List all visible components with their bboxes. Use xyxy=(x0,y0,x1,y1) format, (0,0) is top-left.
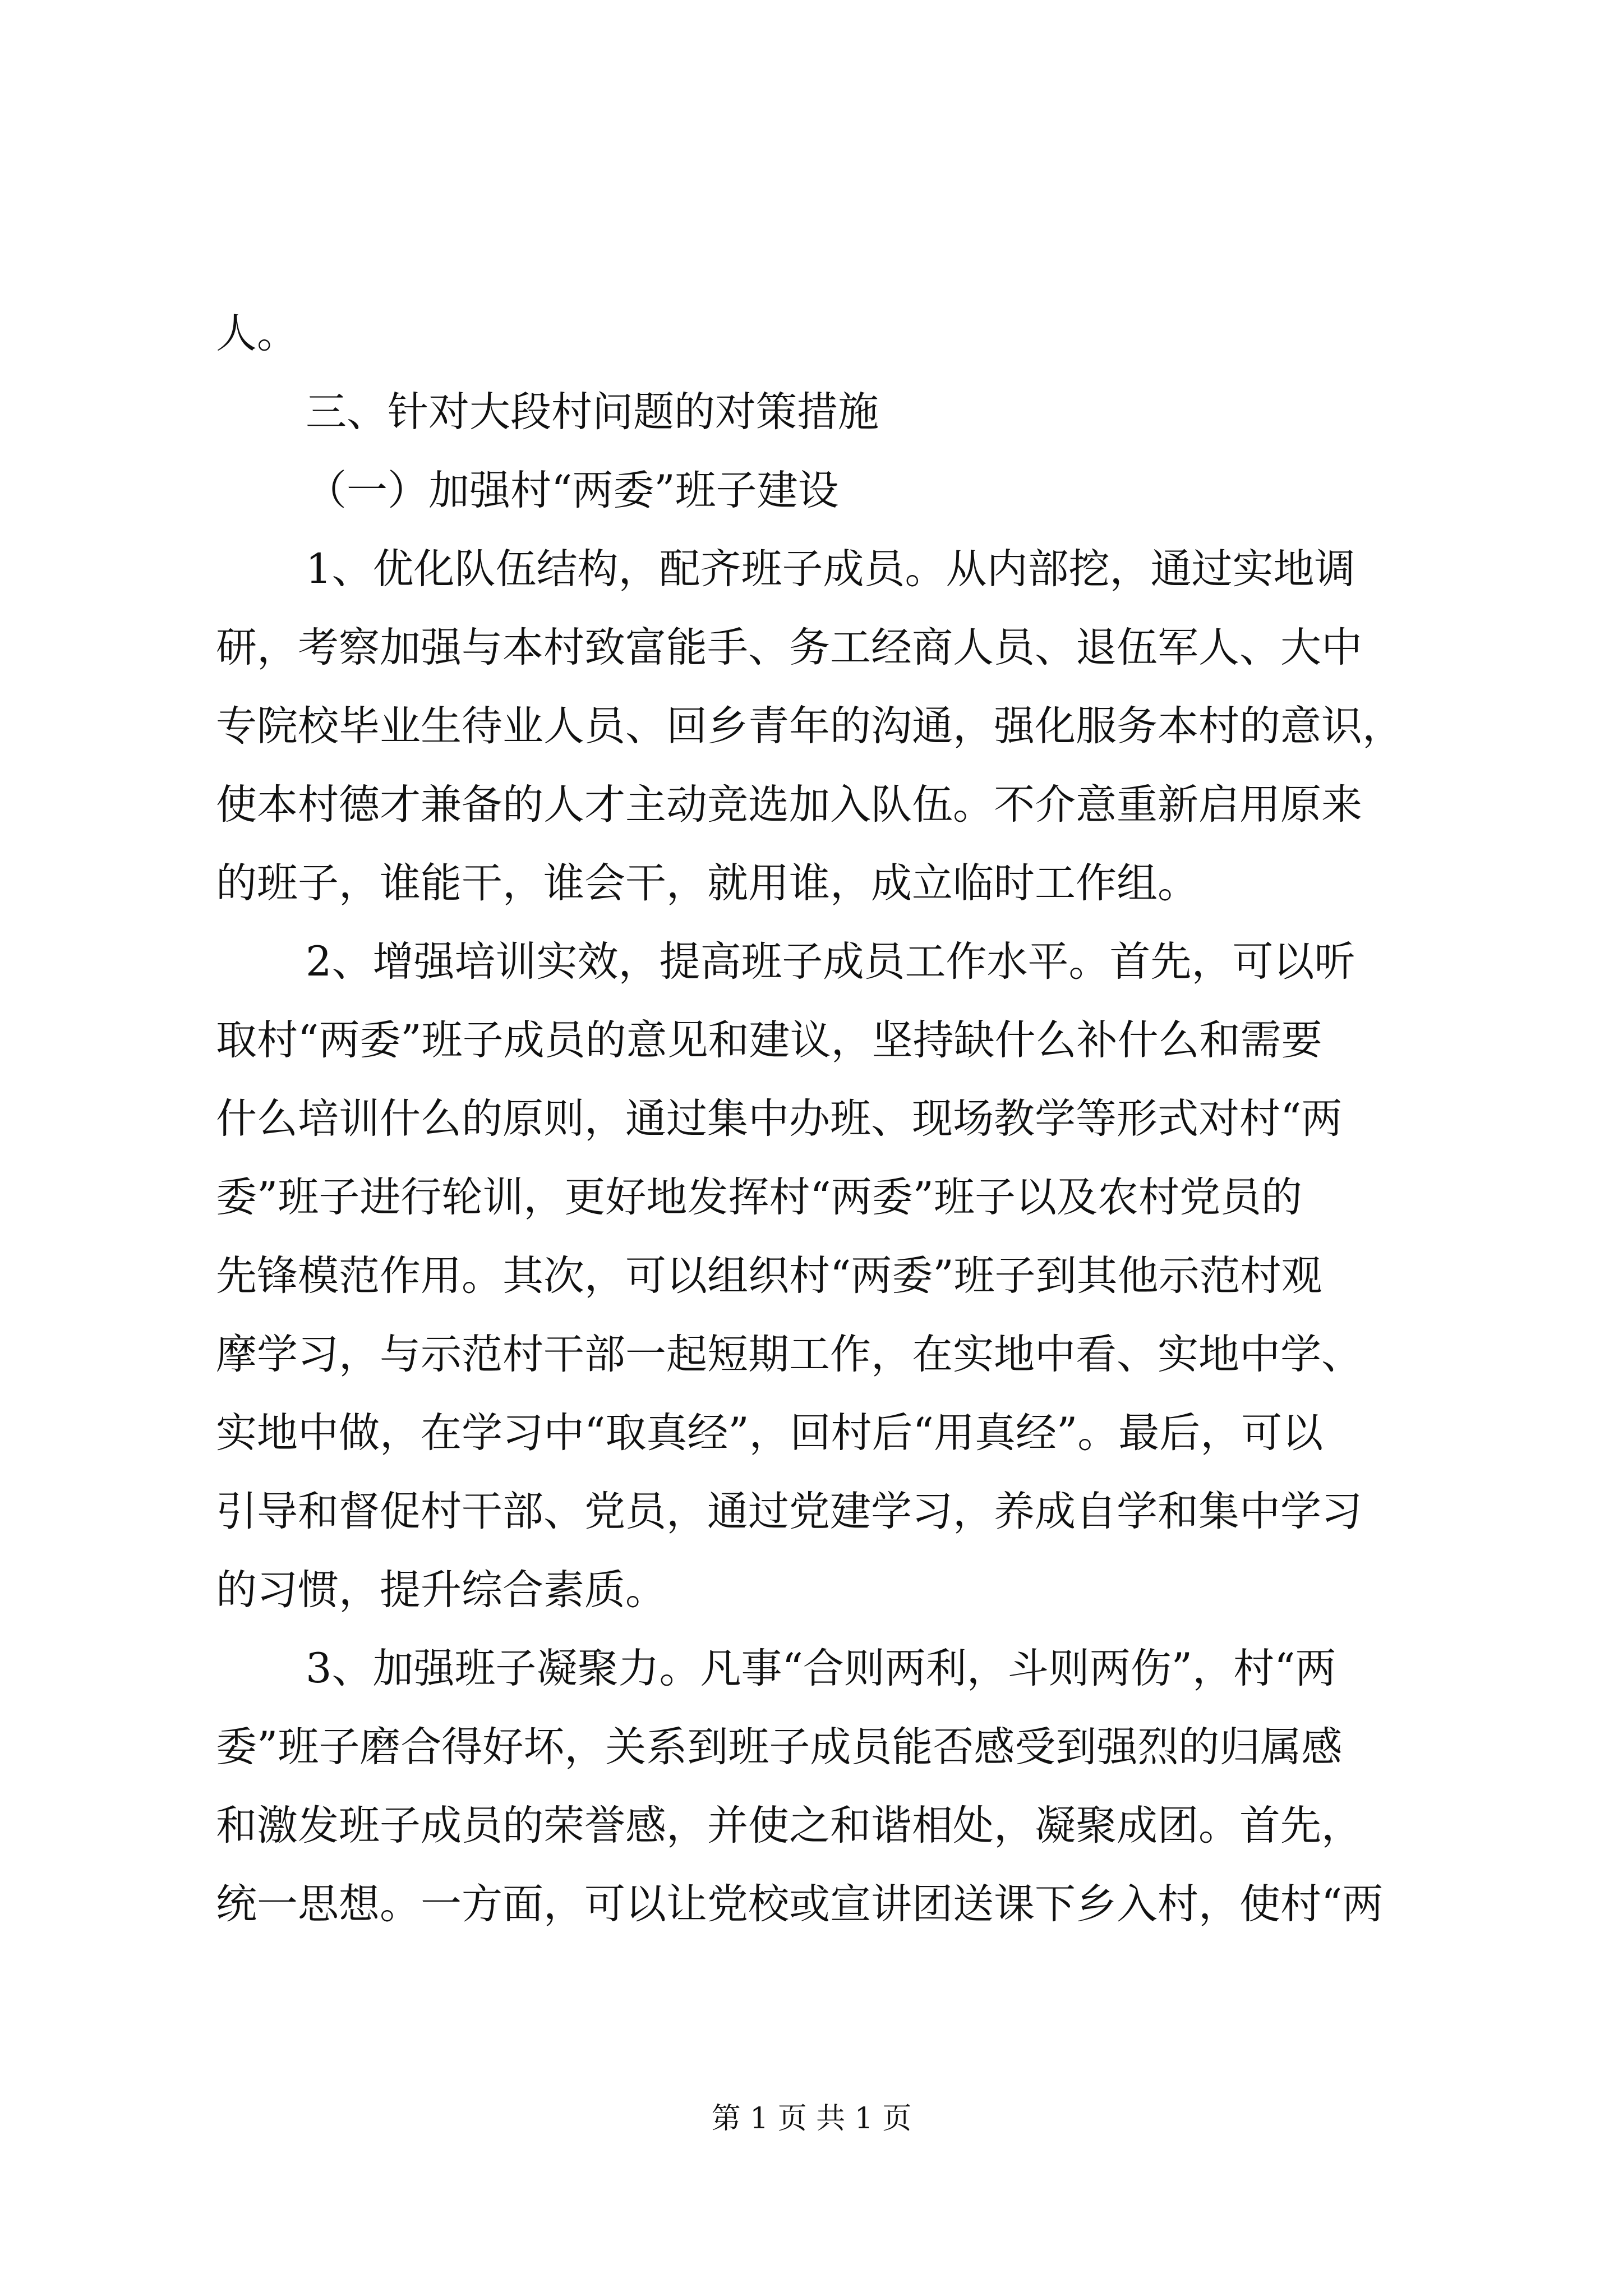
paragraph-line: 的班子，谁能干，谁会干，就用谁，成立临时工作组。 xyxy=(216,859,1198,907)
subsection-heading: （一）加强村“两委”班子建设 xyxy=(306,467,839,514)
paragraph-line: 统一思想。一方面，可以让党校或宣讲团送课下乡入村，使村“两 xyxy=(216,1880,1384,1928)
paragraph-line: 委”班子磨合得好坏，关系到班子成员能否感受到强烈的归属感 xyxy=(216,1723,1343,1771)
paragraph-line: 实地中做，在学习中“取真经”，回村后“用真经”。最后，可以 xyxy=(216,1409,1324,1457)
paragraph-line: 摩学习，与示范村干部一起短期工作，在实地中看、实地中学、 xyxy=(216,1331,1362,1378)
paragraph-line: 1、优化队伍结构，配齐班子成员。从内部挖，通过实地调 xyxy=(306,545,1355,593)
paragraph-line: 和激发班子成员的荣誉感，并使之和谐相处，凝聚成团。首先， xyxy=(216,1802,1362,1849)
paragraph-line: 专院校毕业生待业人员、回乡青年的沟通，强化服务本村的意识， xyxy=(216,702,1403,750)
paragraph-line: 3、加强班子凝聚力。凡事“合则两利，斗则两伤”，村“两 xyxy=(306,1645,1336,1692)
text-line: 人。 xyxy=(216,310,298,357)
paragraph-line: 委”班子进行轮训，更好地发挥村“两委”班子以及农村党员的 xyxy=(216,1174,1302,1221)
page-number-footer: 第 1 页 共 1 页 xyxy=(711,2102,912,2136)
paragraph-line: 什么培训什么的原则，通过集中办班、现场教学等形式对村“两 xyxy=(216,1095,1343,1143)
paragraph-line: 取村“两委”班子成员的意见和建议，坚持缺什么补什么和需要 xyxy=(216,1016,1322,1064)
section-heading: 三、针对大段村问题的对策措施 xyxy=(306,388,879,436)
paragraph-line: 研，考察加强与本村致富能手、务工经商人员、退伍军人、大中 xyxy=(216,624,1362,671)
paragraph-line: 2、增强培训实效，提高班子成员工作水平。首先，可以听 xyxy=(306,938,1355,986)
paragraph-line: 使本村德才兼备的人才主动竞选加入队伍。不介意重新启用原来 xyxy=(216,781,1362,829)
paragraph-line: 先锋模范作用。其次，可以组织村“两委”班子到其他示范村观 xyxy=(216,1252,1322,1300)
paragraph-line: 引导和督促村干部、党员，通过党建学习，养成自学和集中学习 xyxy=(216,1488,1362,1535)
paragraph-line: 的习惯，提升综合素质。 xyxy=(216,1566,666,1614)
